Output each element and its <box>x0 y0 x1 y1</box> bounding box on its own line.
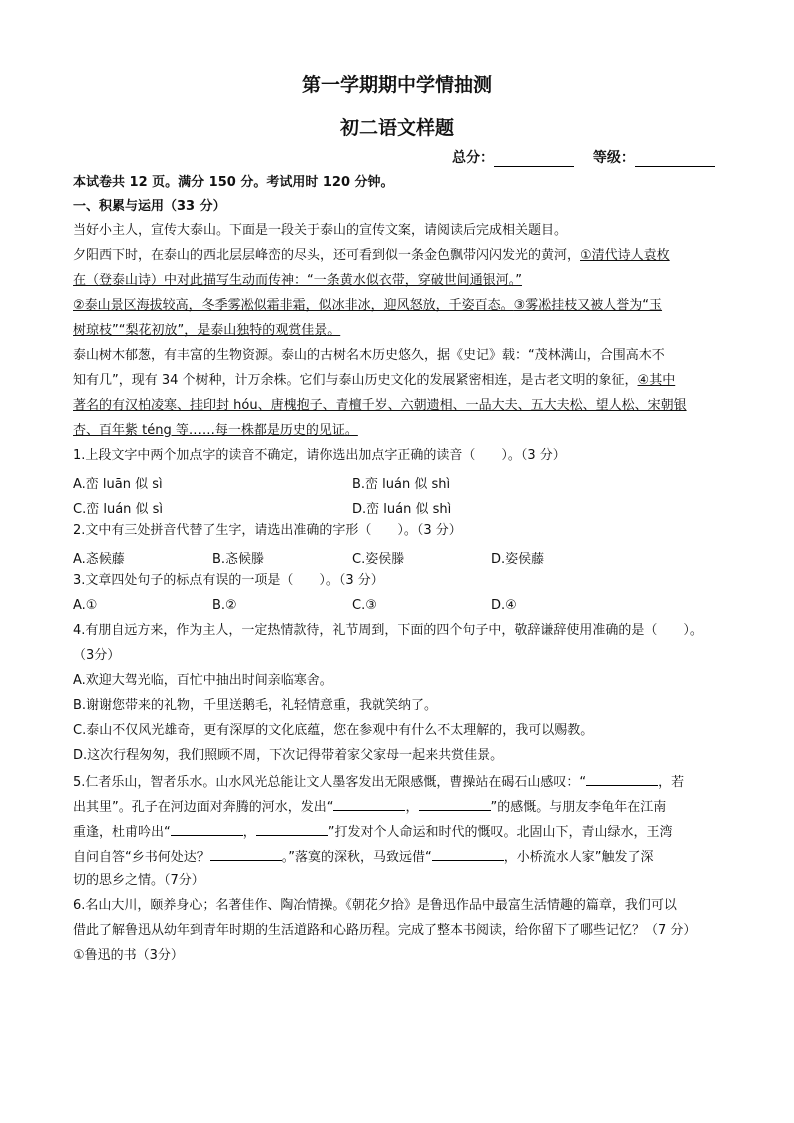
total-score-blank[interactable] <box>494 152 574 167</box>
question-5-line: 切的思乡之情。（7分） <box>73 873 205 888</box>
underlined-sentence-3-cont: 树琼枝”“梨花初放”，是泰山独特的观赏佳景。 <box>73 323 341 338</box>
q5-text: ， <box>242 825 256 840</box>
exam-subtitle: 初二语文样题 <box>339 117 454 139</box>
q5-blank-2[interactable] <box>333 798 405 811</box>
underlined-sentence-1-cont: 在（登泰山诗）中对此描写生动而传神：“一条黄水似衣带，穿破世间通银河。” <box>73 273 522 288</box>
q3-option-c[interactable]: C.③ <box>352 598 377 613</box>
underlined-sentence-4-end: 杏、百年紫 téng 等……每一株都是历史的见证。 <box>73 423 358 438</box>
question-4-stem: 4.有朋自远方来，作为主人，一定热情款待，礼节周到，下面的四个句子中，敬辞谦辞使用准确的是（ ）。 <box>73 623 703 638</box>
passage-text: 夕阳西下时，在泰山的西北层层峰峦的尽头，还可看到似一条金色飘带闪闪发光的黄河， <box>73 248 581 263</box>
q5-text: 自问自答“乡书何处达？ <box>73 850 210 865</box>
q4-option-d[interactable]: D.这次行程匆匆，我们照顾不周，下次记得带着家父家母一起来共赏佳景。 <box>73 748 504 763</box>
q2-option-d[interactable]: D.姿侯藤 <box>491 552 545 567</box>
score-grade-line <box>452 147 715 167</box>
underlined-sentence-4-cont: 著名的有汉柏凌寒、挂印封 hóu、唐槐抱子、青檀千岁、六朝遗相、一品大夫、五大夫松、望人松、宋朝银 <box>73 398 687 413</box>
q5-blank-3[interactable] <box>419 798 491 811</box>
q1-option-d[interactable]: D.峦 luán 似 shì <box>352 502 452 517</box>
question-5-line <box>73 848 723 866</box>
q5-text: ，小桥流水人家”触发了深 <box>503 850 654 865</box>
passage-line: 泰山树木郁葱，有丰富的生物资源。泰山的古树名木历史悠久，据《史记》载：“茂林满山，合围高木不 <box>73 348 665 363</box>
q2-option-c[interactable]: C.姿侯滕 <box>352 552 405 567</box>
q4-option-c[interactable]: C.泰山不仅风光雄奇，更有深厚的文化底蕴，您在参观中有什么不太理解的，我可以赐教。 <box>73 723 594 738</box>
question-3-stem: 3.文章四处句子的标点有误的一项是（ ）。（3 分） <box>73 573 384 588</box>
exam-intro: 本试卷共 12 页。满分 150 分。考试用时 120 分钟。 <box>73 175 394 190</box>
q1-option-a[interactable]: A.峦 luān 似 sì <box>73 477 163 492</box>
q2-option-b[interactable]: B.忞候滕 <box>212 552 265 567</box>
q5-text: ”打发对个人命运和时代的慨叹。北固山下，青山绿水，王湾 <box>327 825 673 840</box>
q5-text: 5.仁者乐山，智者乐水。山水风光总能让文人墨客发出无限感慨，曹操站在碣石山感叹：“ <box>73 775 587 790</box>
q5-blank-5[interactable] <box>256 823 328 836</box>
grade-label: 等级： <box>592 150 635 166</box>
q5-blank-7[interactable] <box>432 848 504 861</box>
q4-option-b[interactable]: B.谢谢您带来的礼物，千里送鹅毛，礼轻情意重，我就笑纳了。 <box>73 698 438 713</box>
underlined-sentence-1: ①清代诗人袁枚 <box>580 248 670 263</box>
q1-option-c[interactable]: C.峦 luán 似 sì <box>73 502 164 517</box>
passage-line <box>73 373 723 389</box>
underlined-sentence-2-3 <box>73 298 723 314</box>
total-score-label: 总分： <box>452 150 494 166</box>
passage-line <box>73 248 723 264</box>
passage-text: 知有几”，现有 34 个树种，计万余株。它们与泰山历史文化的发展紧密相连，是古老文明的象征， <box>73 373 638 388</box>
passage-line: 当好小主人，宣传大泰山。下面是一段关于泰山的宣传文案，请阅读后完成相关题目。 <box>73 223 568 238</box>
q5-blank-1[interactable] <box>586 773 658 786</box>
q5-text: 重逢，杜甫吟出“ <box>73 825 171 840</box>
question-4-score: （3分） <box>73 648 121 663</box>
question-1-stem: 1.上段文字中两个加点字的读音不确定，请你选出加点字正确的读音（ ）。（3 分） <box>73 448 566 463</box>
underlined-sentence-3: ③雾凇挂枝又被人誉为“玉 <box>513 298 663 313</box>
question-5-line <box>73 823 723 841</box>
q3-option-a[interactable]: A.① <box>73 598 98 613</box>
question-6-stem: 借此了解鲁迅从幼年到青年时期的生活道路和心路历程。完成了整本书阅读，给你留下了哪些记忆？（7 分） <box>73 923 697 938</box>
q5-blank-6[interactable] <box>210 848 282 861</box>
q5-text: 。”落寞的深秋，马致远借“ <box>281 850 432 865</box>
question-5-line <box>73 773 723 791</box>
question-6-subitem: ①鲁迅的书（3分） <box>73 948 184 963</box>
q3-option-b[interactable]: B.② <box>212 598 237 613</box>
q5-text: ， <box>405 800 419 815</box>
q2-option-a[interactable]: A.忞候藤 <box>73 552 125 567</box>
q5-text: ”的感慨。与朋友李龟年在江南 <box>490 800 667 815</box>
section-heading: 一、积累与运用（33 分） <box>73 199 226 214</box>
exam-title: 第一学期期中学情抽测 <box>301 74 492 96</box>
q5-text: ，若 <box>658 775 685 790</box>
underlined-sentence-4: ④其中 <box>637 373 676 388</box>
grade-blank[interactable] <box>635 152 715 167</box>
q5-blank-4[interactable] <box>171 823 243 836</box>
underlined-sentence-2: ②泰山景区海拔较高，冬季雾凇似霜非霜，似冰非冰，迎风怒放，千姿百态。 <box>73 298 514 313</box>
question-2-stem: 2.文中有三处拼音代替了生字，请选出准确的字形（ ）。（3 分） <box>73 523 462 538</box>
q3-option-d[interactable]: D.④ <box>491 598 517 613</box>
question-5-line <box>73 798 723 816</box>
question-6-stem: 6.名山大川，颐养身心；名著佳作、陶冶情操。《朝花夕拾》是鲁迅作品中最富生活情趣的篇章，我们可以 <box>73 898 677 913</box>
q5-text: 出其里”。孔子在河边面对奔腾的河水，发出“ <box>73 800 334 815</box>
q1-option-b[interactable]: B.峦 luán 似 shì <box>352 477 451 492</box>
q4-option-a[interactable]: A.欢迎大驾光临，百忙中抽出时间亲临寒舍。 <box>73 673 333 688</box>
